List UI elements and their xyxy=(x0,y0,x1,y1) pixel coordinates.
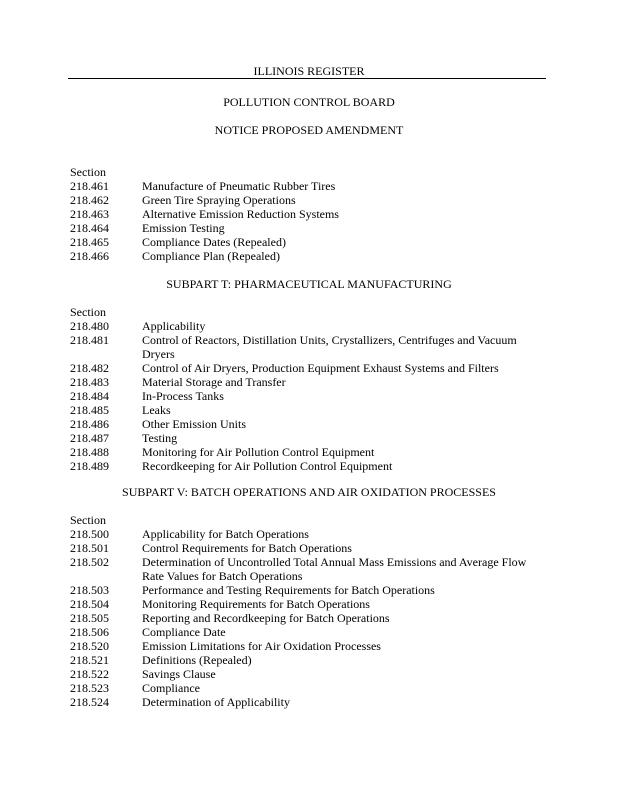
section-number: 218.521 xyxy=(70,653,109,667)
section-label: Section xyxy=(70,165,106,179)
subpart-t-heading: SUBPART T: PHARMACEUTICAL MANUFACTURING xyxy=(166,277,452,291)
section-title: Compliance Plan (Repealed) xyxy=(142,249,280,263)
section-number: 218.463 xyxy=(70,207,109,221)
section-entry xyxy=(70,389,550,403)
section-entry xyxy=(70,667,550,681)
section-entry xyxy=(70,193,550,207)
section-entry xyxy=(70,681,550,695)
section-number: 218.488 xyxy=(70,445,109,459)
section-entry xyxy=(70,445,550,459)
section-entry xyxy=(70,361,550,375)
section-title: Monitoring for Air Pollution Control Equipment xyxy=(142,445,375,459)
section-entry xyxy=(70,541,550,555)
section-entry xyxy=(70,625,550,639)
section-entry xyxy=(70,207,550,221)
section-number: 218.500 xyxy=(70,527,109,541)
section-entry xyxy=(70,639,550,653)
section-title: Applicability xyxy=(142,319,206,333)
section-title: Leaks xyxy=(142,403,171,417)
section-number: 218.501 xyxy=(70,541,109,555)
section-list-2 xyxy=(70,319,550,473)
section-number: 218.502 xyxy=(70,555,109,569)
section-title: Monitoring Requirements for Batch Operations xyxy=(142,597,370,611)
section-number: 218.489 xyxy=(70,459,109,473)
section-entry xyxy=(70,221,550,235)
section-entry xyxy=(70,179,550,193)
section-number: 218.482 xyxy=(70,361,109,375)
section-title: Recordkeeping for Air Pollution Control Equipment xyxy=(142,459,393,473)
section-number: 218.520 xyxy=(70,639,109,653)
section-entry xyxy=(70,235,550,249)
section-number: 218.504 xyxy=(70,597,109,611)
section-entry xyxy=(70,597,550,611)
section-entry xyxy=(70,333,550,361)
section-number: 218.466 xyxy=(70,249,109,263)
section-number: 218.480 xyxy=(70,319,109,333)
section-entry xyxy=(70,459,550,473)
section-title: Testing xyxy=(142,431,178,445)
section-entry xyxy=(70,431,550,445)
section-entry xyxy=(70,611,550,625)
section-title: Other Emission Units xyxy=(142,417,246,431)
section-number: 218.523 xyxy=(70,681,109,695)
section-title: Determination of Uncontrolled Total Annual Mass Emissions and Average Flow Rate Values for Batch Operations xyxy=(142,555,527,583)
section-entry xyxy=(70,417,550,431)
section-number: 218.464 xyxy=(70,221,109,235)
section-title: Definitions (Repealed) xyxy=(142,653,252,667)
board-name: POLLUTION CONTROL BOARD xyxy=(223,95,395,109)
section-title: Control of Reactors, Distillation Units, Crystallizers, Centrifuges and Vacuum Dryers xyxy=(142,333,517,361)
section-title: In-Process Tanks xyxy=(142,389,224,403)
section-number: 218.505 xyxy=(70,611,109,625)
section-number: 218.486 xyxy=(70,417,109,431)
header-rule xyxy=(68,78,546,79)
section-entry xyxy=(70,375,550,389)
section-number: 218.487 xyxy=(70,431,109,445)
section-title: Emission Testing xyxy=(142,221,225,235)
register-header: ILLINOIS REGISTER xyxy=(253,64,365,78)
section-number: 218.461 xyxy=(70,179,109,193)
section-list-1 xyxy=(70,179,550,263)
section-title: Emission Limitations for Air Oxidation Processes xyxy=(142,639,381,653)
section-entry xyxy=(70,527,550,541)
subpart-v-heading: SUBPART V: BATCH OPERATIONS AND AIR OXIDATION PROCESSES xyxy=(122,485,496,499)
section-list-3 xyxy=(70,527,550,709)
section-number: 218.481 xyxy=(70,333,109,347)
section-number: 218.503 xyxy=(70,583,109,597)
section-title: Compliance xyxy=(142,681,200,695)
section-title: Compliance Date xyxy=(142,625,226,639)
section-number: 218.522 xyxy=(70,667,109,681)
section-title: Determination of Applicability xyxy=(142,695,290,709)
section-title: Savings Clause xyxy=(142,667,216,681)
notice-title: NOTICE PROPOSED AMENDMENT xyxy=(214,123,404,137)
section-entry xyxy=(70,249,550,263)
section-number: 218.506 xyxy=(70,625,109,639)
section-number: 218.524 xyxy=(70,695,109,709)
section-number: 218.465 xyxy=(70,235,109,249)
section-entry xyxy=(70,653,550,667)
section-title: Applicability for Batch Operations xyxy=(142,527,309,541)
section-entry xyxy=(70,319,550,333)
section-entry xyxy=(70,555,550,583)
section-number: 218.483 xyxy=(70,375,109,389)
section-label: Section xyxy=(70,305,106,319)
section-title: Alternative Emission Reduction Systems xyxy=(142,207,339,221)
section-title: Manufacture of Pneumatic Rubber Tires xyxy=(142,179,336,193)
section-title: Control Requirements for Batch Operations xyxy=(142,541,352,555)
section-label: Section xyxy=(70,513,106,527)
section-entry xyxy=(70,403,550,417)
section-title: Compliance Dates (Repealed) xyxy=(142,235,286,249)
section-number: 218.484 xyxy=(70,389,109,403)
section-title: Green Tire Spraying Operations xyxy=(142,193,296,207)
section-entry xyxy=(70,695,550,709)
section-entry xyxy=(70,583,550,597)
section-title: Performance and Testing Requirements for Batch Operations xyxy=(142,583,435,597)
section-title: Material Storage and Transfer xyxy=(142,375,286,389)
section-title: Reporting and Recordkeeping for Batch Operations xyxy=(142,611,390,625)
section-title: Control of Air Dryers, Production Equipment Exhaust Systems and Filters xyxy=(142,361,499,375)
section-number: 218.485 xyxy=(70,403,109,417)
section-number: 218.462 xyxy=(70,193,109,207)
